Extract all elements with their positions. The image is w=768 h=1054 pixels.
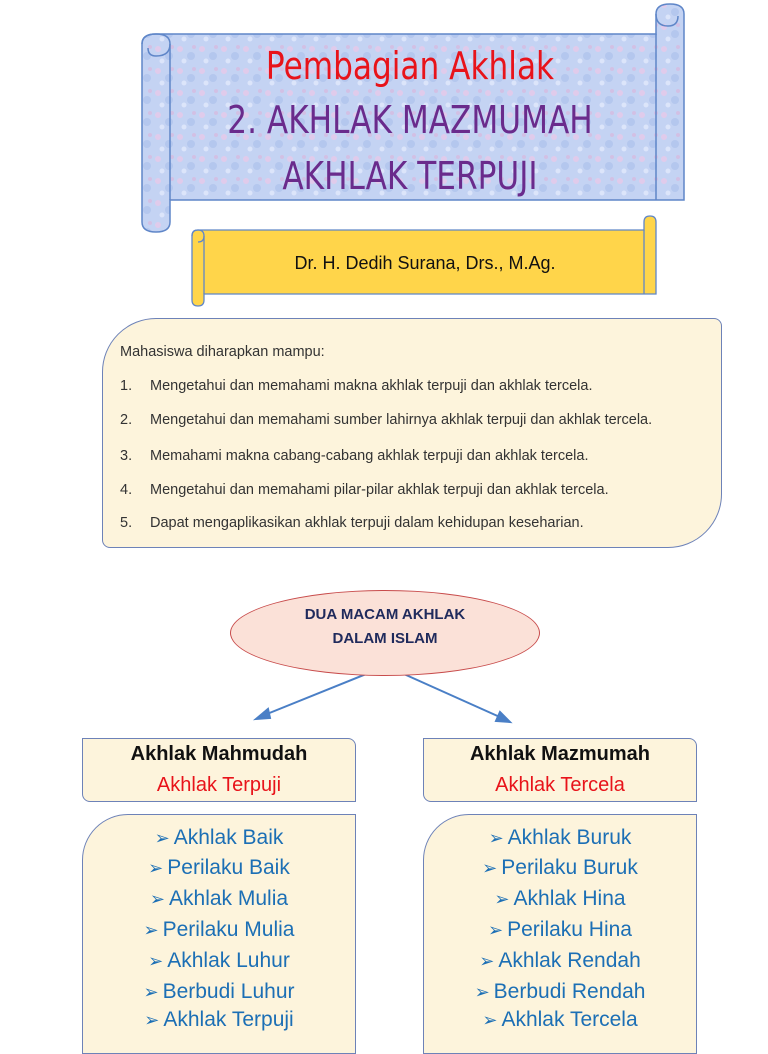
objective-number: 3.: [120, 448, 133, 464]
arrow-bullet-icon: ➢: [154, 828, 170, 848]
objective-item: [120, 378, 593, 394]
right-category-title: Akhlak Mazmumah: [469, 743, 651, 765]
objective-text: Dapat mengaplikasikan akhlak terpuji dalam kehidupan keseharian.: [150, 515, 584, 531]
objective-text: Mengetahui dan memahami sumber lahirnya akhlak terpuji dan akhlak tercela.: [150, 412, 653, 428]
title-line-3: AKHLAK TERPUJI: [282, 154, 538, 198]
arrow-bullet-icon: ➢: [148, 858, 164, 878]
left-category-title: Akhlak Mahmudah: [130, 743, 308, 765]
left-list-item: ➢ Akhlak Baik: [154, 826, 284, 849]
right-list-item: ➢ Akhlak Rendah: [479, 949, 641, 972]
arrow-bullet-icon: ➢: [149, 889, 166, 909]
left-list-item: ➢ Akhlak Luhur: [148, 949, 290, 972]
arrow-bullet-icon: ➢: [148, 951, 164, 971]
objectives-intro: Mahasiswa diharapkan mampu:: [120, 344, 325, 360]
arrow-bullet-icon: ➢: [474, 982, 490, 1002]
right-list-item: ➢ Akhlak Tercela: [482, 1008, 638, 1031]
arrow-bullet-icon: ➢: [482, 858, 498, 878]
right-list-item: ➢ Perilaku Buruk: [482, 856, 638, 879]
left-list-item: ➢ Perilaku Mulia: [143, 918, 295, 941]
right-list-item: ➢ Berbudi Rendah: [474, 980, 646, 1003]
right-list-item: ➢ Akhlak Buruk: [488, 826, 632, 849]
arrow-bullet-icon: ➢: [482, 1010, 498, 1030]
right-category-subtitle: Akhlak Tercela: [495, 774, 625, 796]
arrow-bullet-icon: ➢: [488, 828, 504, 848]
left-list-item: ➢ Akhlak Mulia: [149, 887, 289, 910]
left-list-item: ➢ Berbudi Luhur: [143, 980, 295, 1003]
title-line-1: Pembagian Akhlak: [265, 44, 555, 88]
objective-text: Memahami makna cabang-cabang akhlak terpuji dan akhlak tercela.: [150, 448, 589, 464]
arrow-bullet-icon: ➢: [143, 982, 159, 1002]
objective-number: 4.: [120, 482, 133, 498]
center-oval-line-1: DUA MACAM AKHLAK: [304, 606, 466, 623]
objective-number: 5.: [120, 515, 133, 531]
objective-item: [120, 482, 609, 498]
objective-number: 1.: [120, 378, 133, 394]
objective-number: 2.: [120, 412, 133, 428]
left-list-item: ➢ Perilaku Baik: [148, 856, 290, 879]
objective-text: Mengetahui dan memahami makna akhlak terpuji dan akhlak tercela.: [150, 378, 593, 394]
right-list-item: ➢ Akhlak Hina: [494, 887, 626, 910]
arrow-bullet-icon: ➢: [488, 920, 504, 940]
left-category-subtitle: Akhlak Terpuji: [156, 774, 282, 796]
right-list-item: ➢ Perilaku Hina: [488, 918, 632, 941]
author-name: Dr. H. Dedih Surana, Drs., M.Ag.: [294, 253, 556, 273]
arrow-bullet-icon: ➢: [144, 1010, 160, 1030]
center-oval-line-2: DALAM ISLAM: [332, 630, 438, 647]
objective-item: [120, 412, 652, 428]
arrow-bullet-icon: ➢: [143, 920, 159, 940]
left-list-item: ➢ Akhlak Terpuji: [144, 1008, 294, 1031]
objective-item: [120, 515, 584, 531]
objective-item: [120, 448, 588, 464]
objective-text: Mengetahui dan memahami pilar-pilar akhlak terpuji dan akhlak tercela.: [150, 482, 609, 498]
arrow-bullet-icon: ➢: [494, 889, 510, 909]
title-line-2: 2. AKHLAK MAZMUMAH: [227, 98, 593, 142]
arrow-bullet-icon: ➢: [479, 951, 495, 971]
